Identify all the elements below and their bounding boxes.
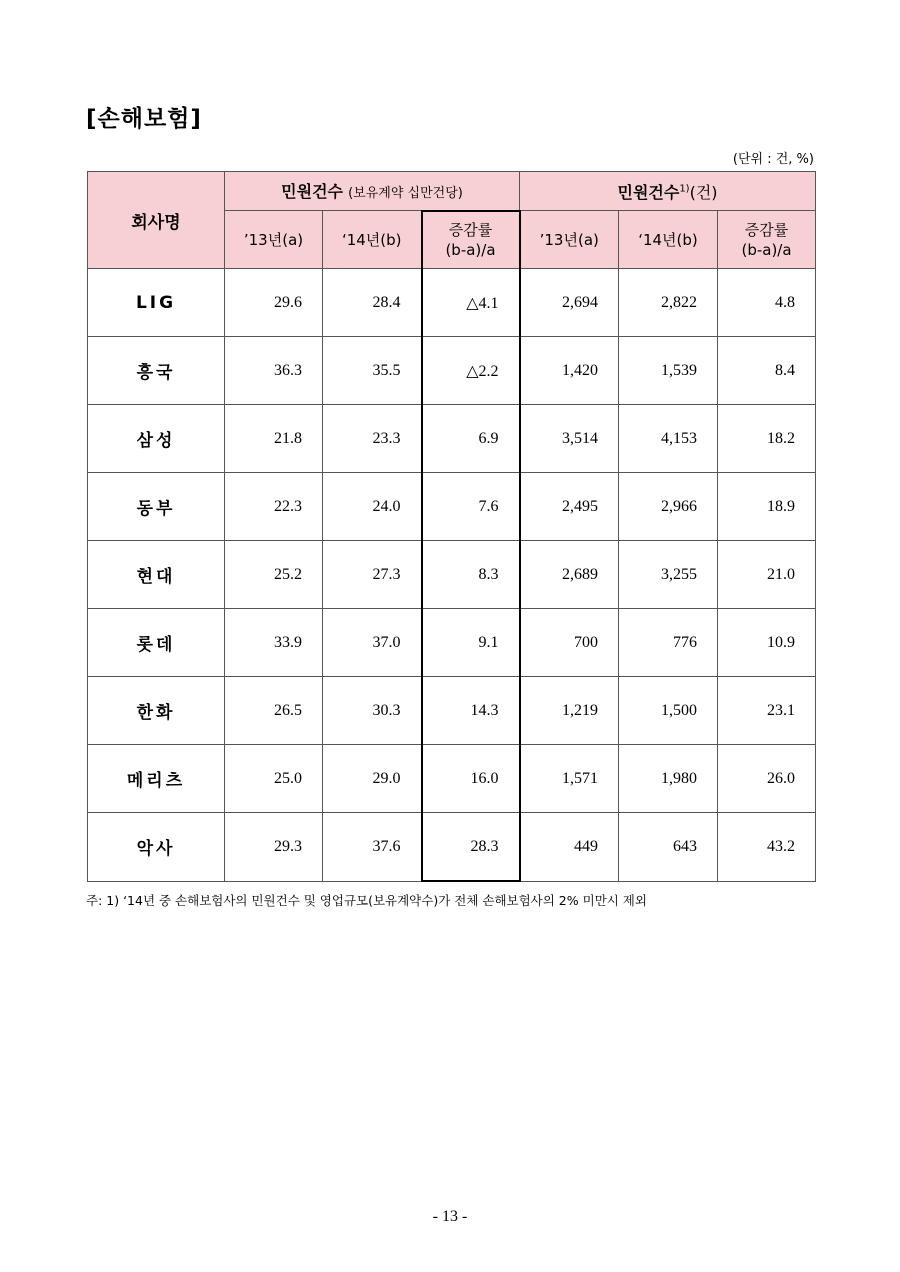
- header-rate-change: [422, 211, 520, 269]
- cell-rate-13: 22.3: [225, 473, 323, 541]
- company-name: 한화: [88, 677, 225, 745]
- header-count-change-line2: (b-a)/a: [741, 240, 792, 259]
- table-row: [88, 609, 816, 677]
- company-name: 동부: [88, 473, 225, 541]
- cell-rate-change: 14.3: [422, 677, 520, 745]
- cell-count-change: 21.0: [718, 541, 816, 609]
- cell-count-change: 43.2: [718, 813, 816, 882]
- header-group1-main: 민원건수: [281, 182, 343, 202]
- table-row: [88, 541, 816, 609]
- cell-count-13: 2,689: [520, 541, 619, 609]
- header-group1-sub: (보유계약 십만건당): [348, 186, 463, 202]
- header-rate-change-line1: 증감률: [448, 220, 493, 239]
- cell-rate-13: 21.8: [225, 405, 323, 473]
- cell-count-14: 1,539: [619, 337, 718, 405]
- header-group2-footnote-mark: 1): [679, 183, 690, 195]
- cell-count-14: 3,255: [619, 541, 718, 609]
- cell-count-13: 1,219: [520, 677, 619, 745]
- cell-rate-14: 30.3: [323, 677, 422, 745]
- cell-rate-change: 7.6: [422, 473, 520, 541]
- cell-count-change: 26.0: [718, 745, 816, 813]
- table-row: [88, 473, 816, 541]
- cell-count-14: 1,500: [619, 677, 718, 745]
- cell-count-13: 700: [520, 609, 619, 677]
- cell-rate-change: 16.0: [422, 745, 520, 813]
- table-row: [88, 677, 816, 745]
- cell-count-14: 2,822: [619, 269, 718, 337]
- cell-rate-change: 28.3: [422, 813, 520, 882]
- company-name: 악사: [88, 813, 225, 882]
- cell-count-14: 1,980: [619, 745, 718, 813]
- section-title: [손해보험]: [86, 106, 202, 132]
- header-group2-sub: (건): [689, 182, 718, 202]
- cell-rate-14: 23.3: [323, 405, 422, 473]
- header-group-count: [520, 172, 816, 211]
- company-name: 메리츠: [88, 745, 225, 813]
- header-14-rate: ‘14년(b): [323, 211, 422, 269]
- company-name: 현대: [88, 541, 225, 609]
- company-name: LIG: [88, 269, 225, 337]
- cell-count-13: 1,420: [520, 337, 619, 405]
- header-13-count: ’13년(a): [520, 211, 619, 269]
- cell-count-change: 4.8: [718, 269, 816, 337]
- header-group2-main: 민원건수: [617, 182, 680, 202]
- cell-rate-13: 29.6: [225, 269, 323, 337]
- cell-rate-14: 29.0: [323, 745, 422, 813]
- complaints-table: [87, 171, 816, 882]
- page-number: - 13 -: [432, 1208, 468, 1225]
- cell-count-change: 8.4: [718, 337, 816, 405]
- cell-rate-13: 33.9: [225, 609, 323, 677]
- footnote: 주: 1) ‘14년 중 손해보험사의 민원건수 및 영업규모(보유계약수)가 전체 손해보험사의 2% 미만시 제외: [86, 893, 647, 908]
- cell-count-14: 776: [619, 609, 718, 677]
- cell-rate-change: △4.1: [422, 269, 520, 337]
- cell-rate-14: 28.4: [323, 269, 422, 337]
- cell-count-change: 23.1: [718, 677, 816, 745]
- cell-rate-13: 29.3: [225, 813, 323, 882]
- header-13-rate: ’13년(a): [225, 211, 323, 269]
- cell-rate-change: 6.9: [422, 405, 520, 473]
- company-name: 흥국: [88, 337, 225, 405]
- table-row: [88, 269, 816, 337]
- cell-count-13: 1,571: [520, 745, 619, 813]
- cell-count-13: 2,495: [520, 473, 619, 541]
- table-row: [88, 405, 816, 473]
- table-row: [88, 745, 816, 813]
- cell-count-change: 18.2: [718, 405, 816, 473]
- cell-rate-13: 25.2: [225, 541, 323, 609]
- cell-count-13: 3,514: [520, 405, 619, 473]
- cell-count-13: 2,694: [520, 269, 619, 337]
- cell-rate-13: 36.3: [225, 337, 323, 405]
- cell-count-change: 10.9: [718, 609, 816, 677]
- cell-rate-14: 37.0: [323, 609, 422, 677]
- cell-rate-14: 24.0: [323, 473, 422, 541]
- cell-rate-13: 25.0: [225, 745, 323, 813]
- cell-rate-change: 8.3: [422, 541, 520, 609]
- cell-count-14: 4,153: [619, 405, 718, 473]
- cell-rate-13: 26.5: [225, 677, 323, 745]
- cell-rate-change: 9.1: [422, 609, 520, 677]
- company-name: 롯데: [88, 609, 225, 677]
- header-count-change: [718, 211, 816, 269]
- header-count-change-line1: 증감률: [744, 220, 789, 239]
- cell-rate-change: △2.2: [422, 337, 520, 405]
- cell-rate-14: 35.5: [323, 337, 422, 405]
- header-company: 회사명: [88, 172, 225, 269]
- cell-count-change: 18.9: [718, 473, 816, 541]
- header-group-per-contract: [225, 172, 520, 211]
- cell-count-14: 2,966: [619, 473, 718, 541]
- cell-count-14: 643: [619, 813, 718, 882]
- header-rate-change-line2: (b-a)/a: [445, 240, 496, 259]
- header-14-count: ‘14년(b): [619, 211, 718, 269]
- company-name: 삼성: [88, 405, 225, 473]
- unit-label: (단위 : 건, %): [732, 152, 814, 167]
- cell-rate-14: 37.6: [323, 813, 422, 882]
- table-row: [88, 337, 816, 405]
- cell-rate-14: 27.3: [323, 541, 422, 609]
- table-row: [88, 813, 816, 882]
- cell-count-13: 449: [520, 813, 619, 882]
